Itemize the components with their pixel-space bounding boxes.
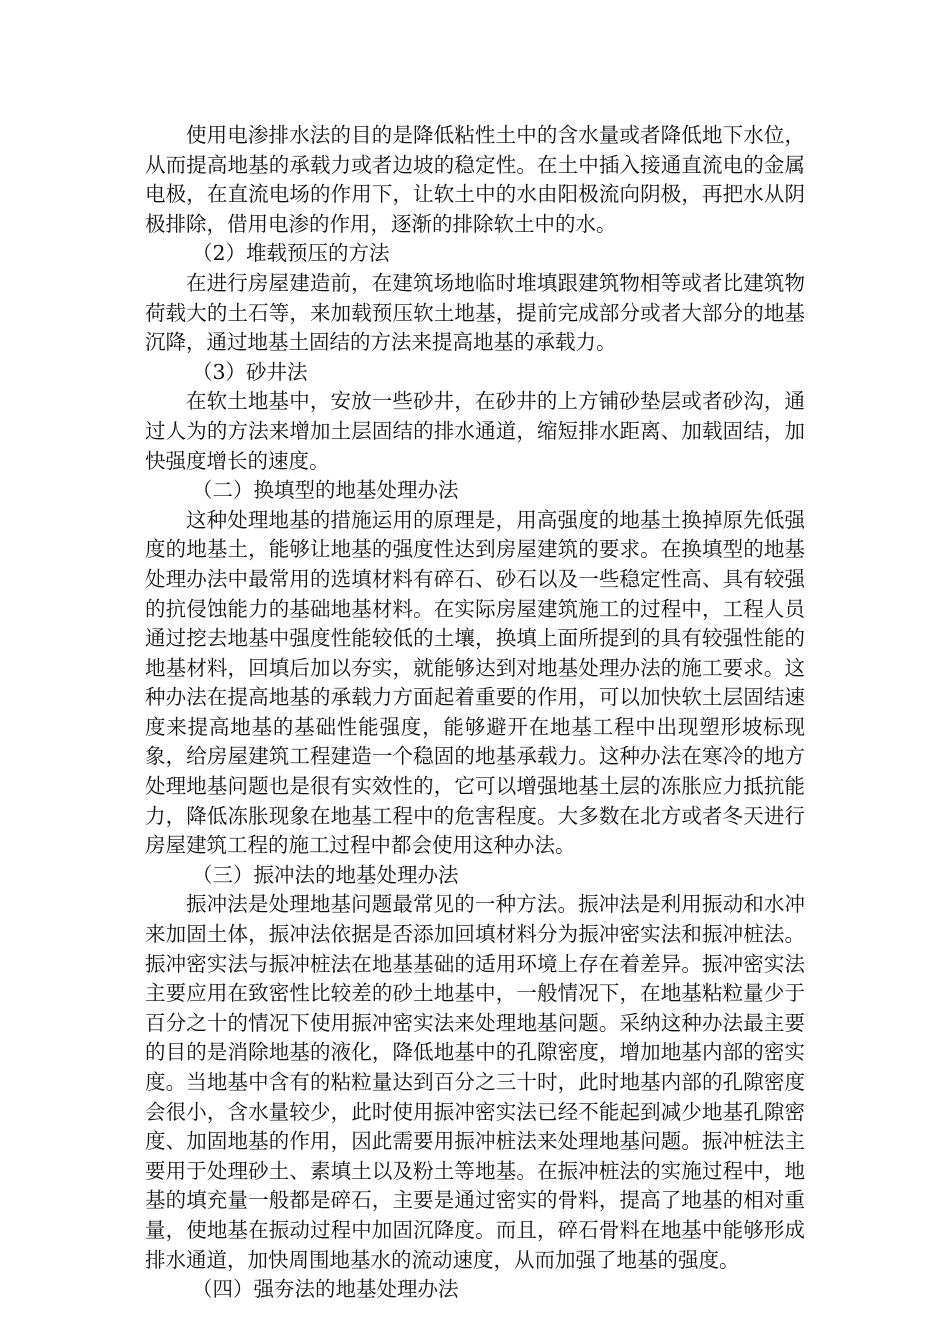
- document-page: [145, 121, 805, 1305]
- paragraph-surcharge-preloading: 在进行房屋建造前，在建筑场地临时堆填跟建筑物相等或者比建筑物荷载大的土石等，来加载预压软土地基，提前完成部分或者大部分的地基沉降，通过地基土固结的方法来提高地基的承载力。: [145, 270, 805, 355]
- paragraph-vibroflotation-method: 振冲法是处理地基问题最常见的一种方法。振冲法是利用振动和水冲来加固土体，振冲法依据是否添加回填材料分为振冲密实法和振冲桩法。振冲密实法与振冲桩法在地基基础的适用环境上存在着差异。振冲密实法主要应用在致密性比较差的砂土地基中，一般情况下，在地基粘粒量少于百分之十的情况下使用振冲密实法来处理地基问题。采纳这种办法最主要的目的是消除地基的液化，降低地基中的孔隙密度，增加地基内部的密实度。当地基中含有的粘粒量达到百分之三十时，此时地基内部的孔隙密度会很小，含水量较少，此时使用振冲密实法已经不能起到减少地基孔隙密度、加固地基的作用，因此需要用振冲桩法来处理地基问题。振冲桩法主要用于处理砂土、素填土以及粉土等地基。在振冲桩法的实施过程中，地基的填充量一般都是碎石，主要是通过密实的骨料，提高了地基的相对重量，使地基在振动过程中加固沉降度。而且，碎石骨料在地基中能够形成排水通道，加快周围地基水的流动速度，从而加强了地基的强度。: [145, 892, 805, 1272]
- paragraph-sand-well: 在软土地基中，安放一些砂井，在砂井的上方铺砂垫层或者砂沟，通过人为的方法来增加土层固结的排水通道，缩短排水距离、加载固结，加快强度增长的速度。: [145, 389, 805, 473]
- heading-dynamic-compaction: （四）强夯法的地基处理办法: [192, 1277, 459, 1302]
- paragraph-electroosmosis: 使用电渗排水法的目的是降低粘性土中的含水量或者降低地下水位，从而提高地基的承载力或者边坡的稳定性。在土中插入接通直流电的金属电极，在直流电场的作用下，让软土中的水由阳极流向阴极，再把水从阴极排除，借用电渗的作用，逐渐的排除软土中的水。: [145, 123, 805, 236]
- heading-sand-well: （3）砂井法: [192, 359, 308, 384]
- heading-replacement-method: （二）换填型的地基处理办法: [192, 478, 459, 503]
- heading-vibroflotation-method: （三）振冲法的地基处理办法: [192, 862, 459, 887]
- heading-surcharge-preloading: （2）堆载预压的方法: [192, 241, 390, 266]
- paragraph-replacement-method: 这种处理地基的措施运用的原理是，用高强度的地基土换掉原先低强度的地基土，能够让地基的强度性达到房屋建筑的要求。在换填型的地基处理办法中最常用的选填材料有碎石、砂石以及一些稳定性高、具有较强的抗侵蚀能力的基础地基材料。在实际房屋建筑施工的过程中，工程人员通过挖去地基中强度性能较低的土壤，换填上面所提到的具有较强性能的地基材料，回填后加以夯实，就能够达到对地基处理办法的施工要求。这种办法在提高地基的承载力方面起着重要的作用，可以加快软土层固结速度来提高地基的基础性能强度，能够避开在地基工程中出现塑形坡标现象，给房屋建筑工程建造一个稳固的地基承载力。这种办法在寒冷的地方处理地基问题也是很有实效性的，它可以增强地基土层的冻胀应力抵抗能力，降低冻胀现象在地基工程中的危害程度。大多数在北方或者冬天进行房屋建筑工程的施工过程中都会使用这种办法。: [145, 507, 805, 858]
